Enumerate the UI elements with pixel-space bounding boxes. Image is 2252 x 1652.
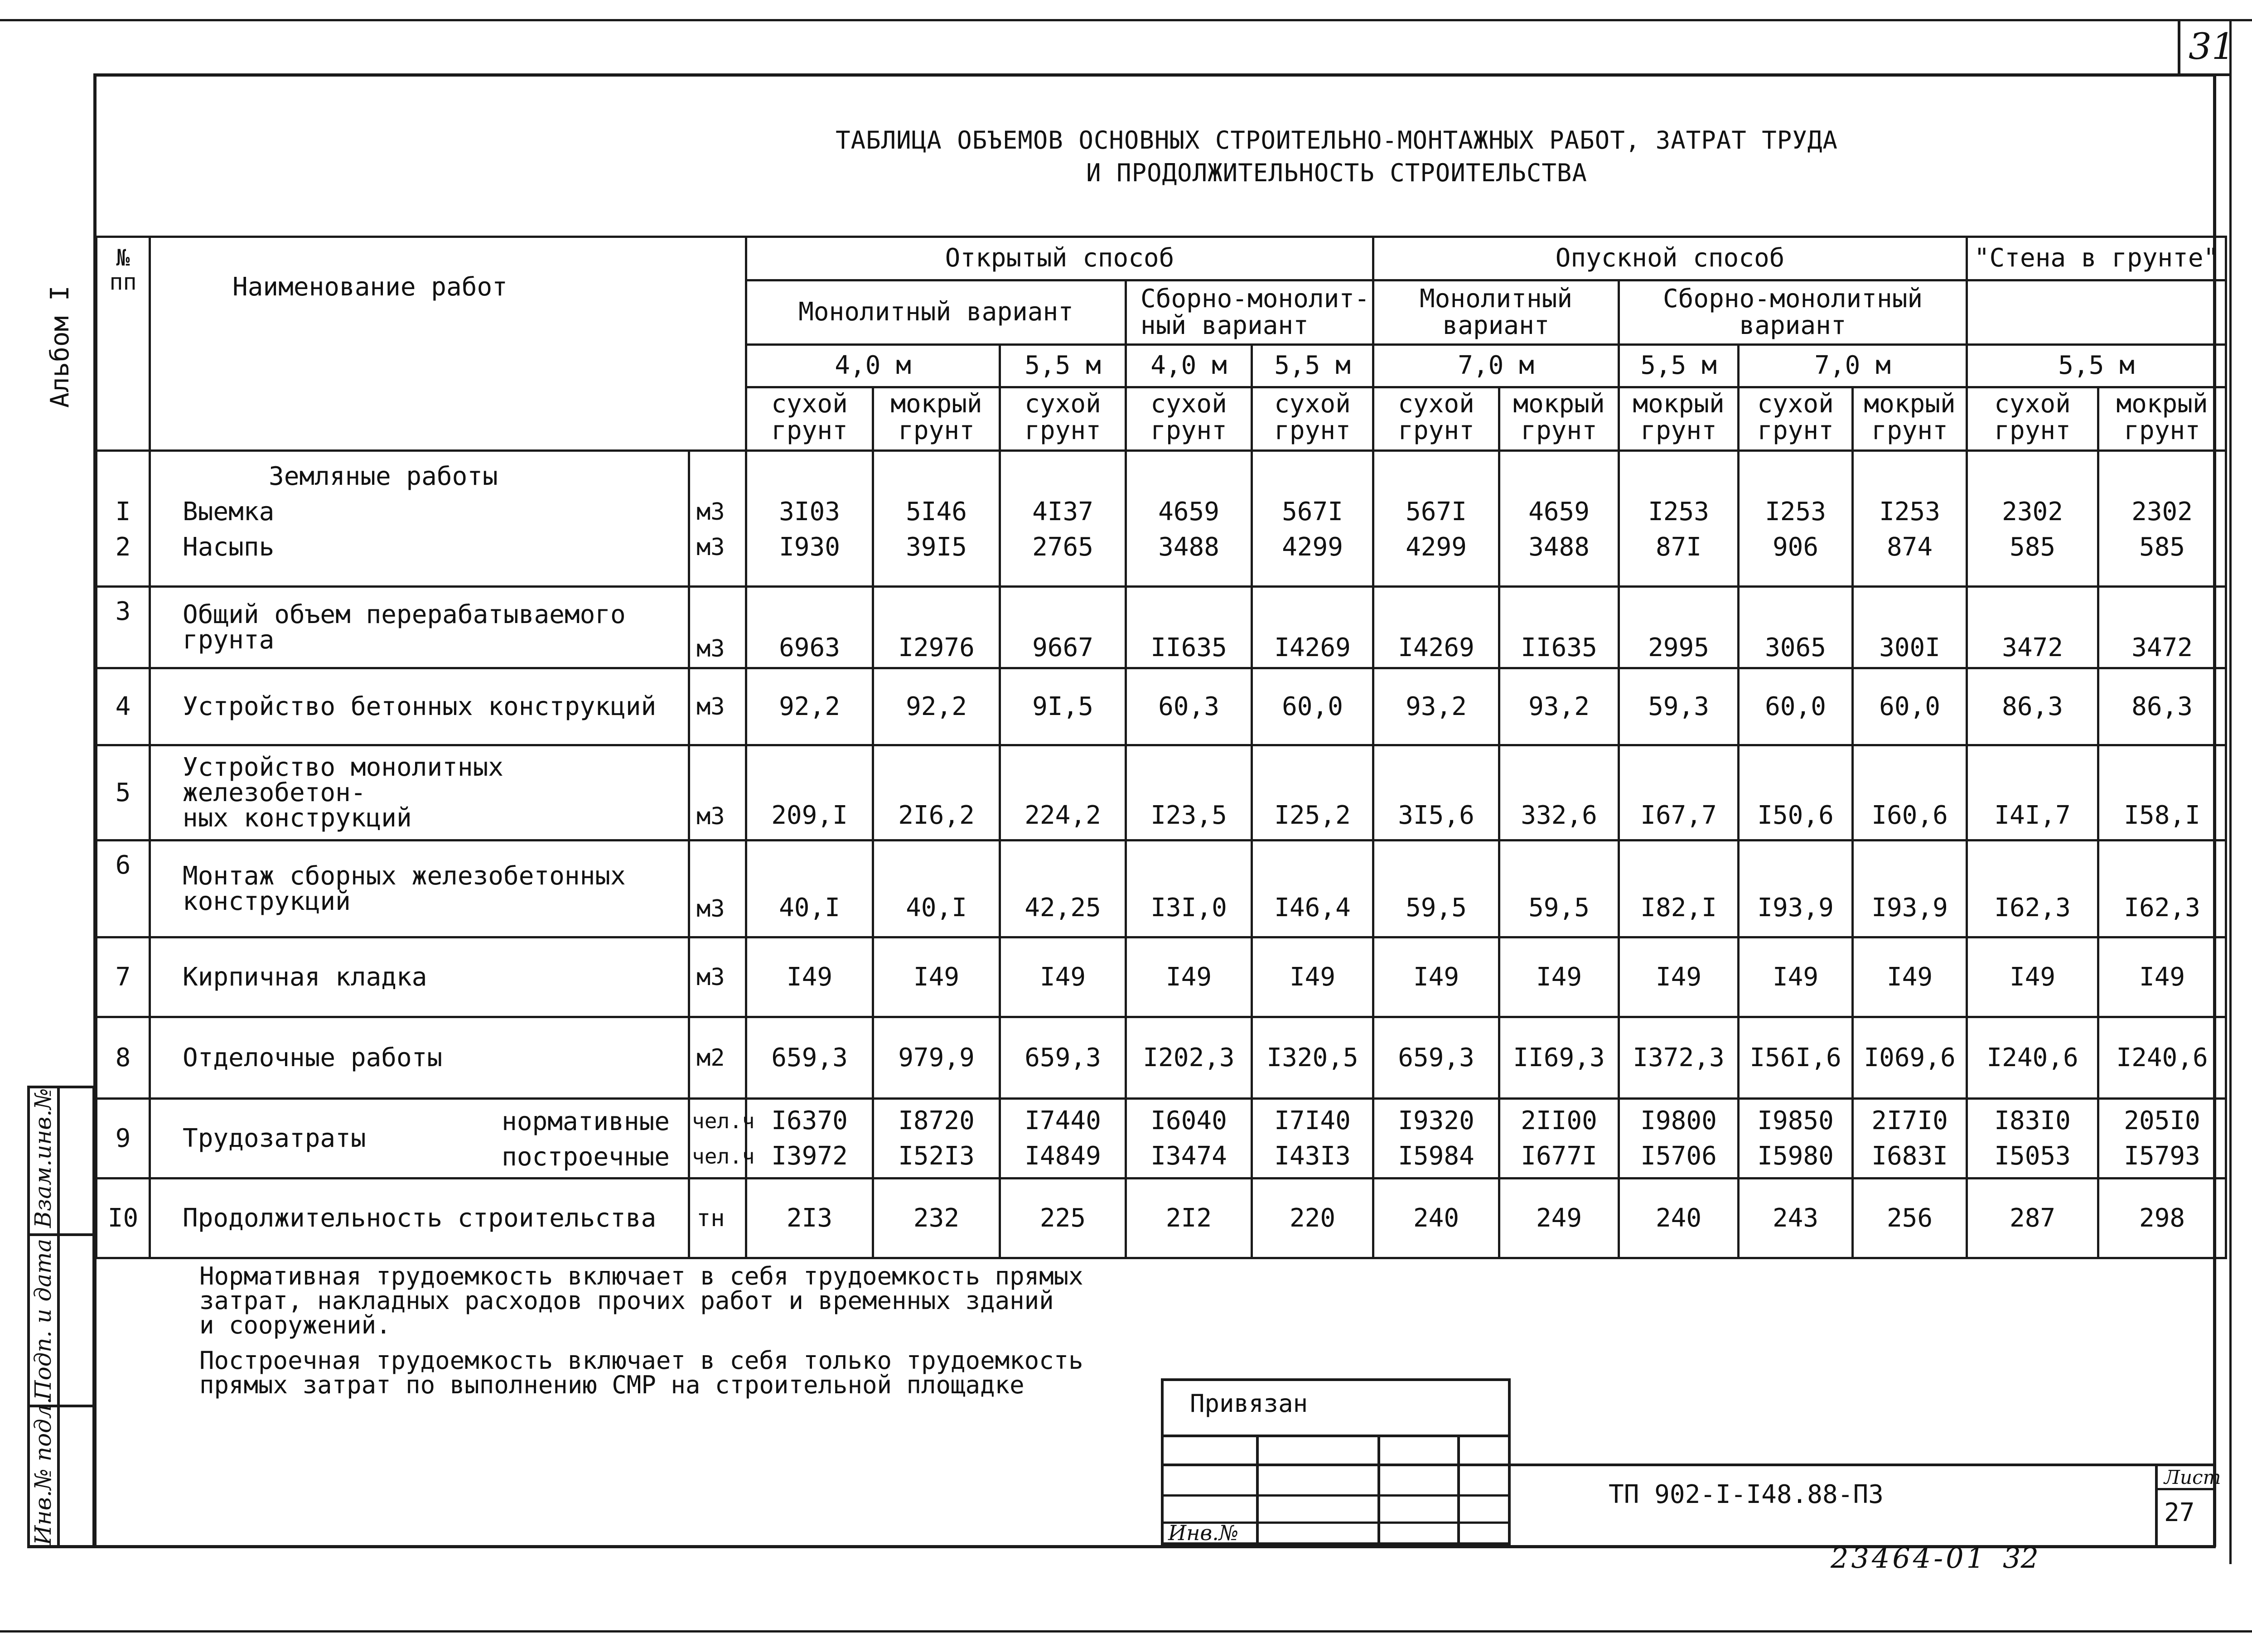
note-construction: Построечная трудоемкость включает в себя только трудоемкость прямых затрат по выполнению СМР на строительной площадке <box>199 1346 1083 1399</box>
top-border-line <box>0 19 2252 21</box>
header-soil: сухой грунт <box>1000 387 1126 451</box>
frame-top <box>95 73 2216 77</box>
cell-value: 9667 <box>1000 587 1126 668</box>
side-field-sign-date: Подп. и дата <box>30 1238 56 1400</box>
footer-code: 23464-01 <box>1831 1541 1987 1575</box>
cell-value: 60,3 <box>1126 668 1252 745</box>
row-unit: м3 м3 <box>689 451 746 587</box>
cell-value: I82,I <box>1619 840 1739 937</box>
table-row <box>97 451 2226 587</box>
row-num: 5 <box>97 745 150 840</box>
side-stamp-divider <box>57 1086 60 1548</box>
row-name: Устройство бетонных конструкций <box>150 668 689 745</box>
cell-value: I253 906 <box>1739 451 1853 587</box>
header-open-prefab: Сборно-монолит- ный вариант <box>1126 280 1373 345</box>
cell-value: 6963 <box>746 587 873 668</box>
header-soil: сухой грунт <box>1967 387 2098 451</box>
cell-value: 5I46 39I5 <box>873 451 1000 587</box>
row-num: I 2 <box>97 451 150 587</box>
cell-value: 40,I <box>746 840 873 937</box>
cell-value: 4I37 2765 <box>1000 451 1126 587</box>
cell-value: I49 <box>1967 937 2098 1017</box>
cell-value: 2I7I0 I683I <box>1853 1099 1967 1179</box>
cell-value: II69,3 <box>1499 1017 1619 1099</box>
cell-value: 9I,5 <box>1000 668 1126 745</box>
header-depth: 5,5 м <box>1252 345 1373 387</box>
cell-value: 59,3 <box>1619 668 1739 745</box>
table-row <box>97 668 2226 745</box>
cell-value: 4659 3488 <box>1126 451 1252 587</box>
sub-normative: нормативные <box>502 1107 670 1136</box>
cell-value: I49 <box>873 937 1000 1017</box>
header-num: № пп <box>97 237 150 451</box>
cell-value: 225 <box>1000 1179 1126 1258</box>
header-soil: мокрый грунт <box>2098 387 2226 451</box>
table-row <box>97 1099 2226 1179</box>
footer-page: 32 <box>2003 1541 2039 1575</box>
header-soil: сухой грунт <box>1126 387 1252 451</box>
cell-value: I58,I <box>2098 745 2226 840</box>
sheet-label: Лист <box>2164 1466 2221 1488</box>
row-name: Продолжительность строительства <box>150 1179 689 1258</box>
cell-value: I46,4 <box>1252 840 1373 937</box>
cell-value: 567I 4299 <box>1252 451 1373 587</box>
cell-value: 59,5 <box>1499 840 1619 937</box>
header-depth: 7,0 м <box>1373 345 1619 387</box>
table-row <box>97 587 2226 668</box>
row-unit: м3 <box>689 745 746 840</box>
cell-value: I83I0 I5053 <box>1967 1099 2098 1179</box>
cell-value: I49 <box>1252 937 1373 1017</box>
table-row <box>97 937 2226 1017</box>
cell-value: I62,3 <box>2098 840 2226 937</box>
cell-value: 659,3 <box>746 1017 873 1099</box>
cell-value: I9800 I5706 <box>1619 1099 1739 1179</box>
cell-value: 2II00 I677I <box>1499 1099 1619 1179</box>
row-unit: м3 <box>689 937 746 1017</box>
cell-value: I25,2 <box>1252 745 1373 840</box>
table-row <box>97 1017 2226 1099</box>
sheet-number: 27 <box>2164 1498 2195 1527</box>
cell-value: 256 <box>1853 1179 1967 1258</box>
header-sink-mono: Монолитный вариант <box>1373 280 1619 345</box>
cell-value: 86,3 <box>2098 668 2226 745</box>
cell-value: I49 <box>1739 937 1853 1017</box>
row-unit: м3 <box>689 840 746 937</box>
note-normative: Нормативная трудоемкость включает в себя трудоемкость прямых затрат, накладных расходов прочих работ и временных зданий и сооружений. <box>199 1262 1083 1339</box>
cell-value: 224,2 <box>1000 745 1126 840</box>
cell-value: 332,6 <box>1499 745 1619 840</box>
cell-value: I6040 I3474 <box>1126 1099 1252 1179</box>
cell-value: I62,3 <box>1967 840 2098 937</box>
cell-value: I9320 I5984 <box>1373 1099 1499 1179</box>
cell-value: 3065 <box>1739 587 1853 668</box>
sheet-divider <box>2155 1464 2158 1545</box>
row-name <box>150 451 689 587</box>
row-num: 3 <box>97 587 150 668</box>
cell-value: I202,3 <box>1126 1017 1252 1099</box>
row-num: 8 <box>97 1017 150 1099</box>
side-field-inv-orig: Инв.№ подл. <box>30 1397 56 1545</box>
row-name: Монтаж сборных железобетонных конструкций <box>150 840 689 937</box>
cell-value: 59,5 <box>1373 840 1499 937</box>
cell-value: 60,0 <box>1853 668 1967 745</box>
cell-value: I49 <box>2098 937 2226 1017</box>
cell-value: 232 <box>873 1179 1000 1258</box>
cell-value: 92,2 <box>746 668 873 745</box>
cell-value: 92,2 <box>873 668 1000 745</box>
cell-value: I7I40 I43I3 <box>1252 1099 1373 1179</box>
cell-value: 205I0 I5793 <box>2098 1099 2226 1179</box>
header-sink-method: Опускной способ <box>1373 237 1967 280</box>
cell-value: 2I6,2 <box>873 745 1000 840</box>
header-depth: 5,5 м <box>1000 345 1126 387</box>
cell-value: I9850 I5980 <box>1739 1099 1853 1179</box>
cell-value: I60,6 <box>1853 745 1967 840</box>
cell-value: 2I3 <box>746 1179 873 1258</box>
cell-value: I372,3 <box>1619 1017 1739 1099</box>
row-name-labor: Трудозатраты <box>183 1124 366 1153</box>
cell-value: I93,9 <box>1739 840 1853 937</box>
cell-value: I6370 I3972 <box>746 1099 873 1179</box>
cell-value: 60,0 <box>1252 668 1373 745</box>
header-soil: мокрый грунт <box>1619 387 1739 451</box>
cell-value: 93,2 <box>1373 668 1499 745</box>
title-line-1: ТАБЛИЦА ОБЪЕМОВ ОСНОВНЫХ СТРОИТЕЛЬНО-МОНТАЖНЫХ РАБОТ, ЗАТРАТ ТРУДА <box>836 126 1838 155</box>
header-depth: 7,0 м <box>1739 345 1967 387</box>
cell-value: I320,5 <box>1252 1017 1373 1099</box>
side-stamp-line <box>27 1233 95 1236</box>
row-name: Кирпичная кладка <box>150 937 689 1017</box>
cell-value: II635 <box>1126 587 1252 668</box>
row-unit: тн <box>689 1179 746 1258</box>
title-line-2: И ПРОДОЛЖИТЕЛЬНОСТЬ СТРОИТЕЛЬСТВА <box>1086 159 1587 187</box>
row-name-excavation: Выемка <box>183 497 275 527</box>
cell-value: 287 <box>1967 1179 2098 1258</box>
group-title: Земляные работы <box>269 462 498 491</box>
cell-value: I7440 I4849 <box>1000 1099 1126 1179</box>
cell-value: 240 <box>1619 1179 1739 1258</box>
cell-value: 249 <box>1499 1179 1619 1258</box>
sub-construction: построечные <box>502 1142 670 1172</box>
cell-value: 3472 <box>2098 587 2226 668</box>
header-depth: 5,5 м <box>1967 345 2226 387</box>
row-num: 4 <box>97 668 150 745</box>
cell-value: I49 <box>1126 937 1252 1017</box>
cell-value: 2302 585 <box>1967 451 2098 587</box>
header-soil: сухой грунт <box>1373 387 1499 451</box>
cell-value: I4269 <box>1373 587 1499 668</box>
cell-value: 659,3 <box>1373 1017 1499 1099</box>
cell-value: I56I,6 <box>1739 1017 1853 1099</box>
row-name-backfill: Насыпь <box>183 532 275 562</box>
cell-value: 3I5,6 <box>1373 745 1499 840</box>
cell-value: I240,6 <box>2098 1017 2226 1099</box>
row-name <box>150 1099 689 1179</box>
header-soil: сухой грунт <box>746 387 873 451</box>
table-row <box>97 1179 2226 1258</box>
cell-value: I069,6 <box>1853 1017 1967 1099</box>
cell-value: I2976 <box>873 587 1000 668</box>
bottom-border-line <box>0 1630 2252 1633</box>
row-num: 7 <box>97 937 150 1017</box>
row-unit: чел.ч чел.ч <box>689 1099 746 1179</box>
cell-value: I3I,0 <box>1126 840 1252 937</box>
stamp-line <box>1161 1464 2215 1466</box>
cell-value: I49 <box>1619 937 1739 1017</box>
cell-value: I93,9 <box>1853 840 1967 937</box>
page-right-edge <box>2229 19 2232 1564</box>
cell-value: 40,I <box>873 840 1000 937</box>
cell-value: I49 <box>746 937 873 1017</box>
album-label: Альбом I <box>45 285 75 408</box>
cell-value: 567I 4299 <box>1373 451 1499 587</box>
header-soil: сухой грунт <box>1252 387 1373 451</box>
cell-value: 60,0 <box>1739 668 1853 745</box>
row-unit: м3 <box>689 587 746 668</box>
cell-value: 42,25 <box>1000 840 1126 937</box>
cell-value: 300I <box>1853 587 1967 668</box>
cell-value: 243 <box>1739 1179 1853 1258</box>
cell-value: 240 <box>1373 1179 1499 1258</box>
cell-value: I253 874 <box>1853 451 1967 587</box>
cell-value: I49 <box>1000 937 1126 1017</box>
cell-value: I49 <box>1853 937 1967 1017</box>
cell-value: 86,3 <box>1967 668 2098 745</box>
header-depth: 4,0 м <box>1126 345 1252 387</box>
document-code: ТП 902-I-I48.88-ПЗ <box>1609 1480 1884 1509</box>
attached-label: Привязан <box>1190 1389 1308 1418</box>
row-num: 6 <box>97 840 150 937</box>
inv-number-label: Инв.№ <box>1168 1521 1239 1545</box>
cell-value: II635 <box>1499 587 1619 668</box>
cell-value: 220 <box>1252 1179 1373 1258</box>
cell-value: 298 <box>2098 1179 2226 1258</box>
cell-value: I240,6 <box>1967 1017 2098 1099</box>
cell-value: I4269 <box>1252 587 1373 668</box>
cell-value: I50,6 <box>1739 745 1853 840</box>
row-num: 9 <box>97 1099 150 1179</box>
cell-value: I8720 I52I3 <box>873 1099 1000 1179</box>
cell-value: 209,I <box>746 745 873 840</box>
table-row <box>97 745 2226 840</box>
header-sink-prefab: Сборно-монолитный вариант <box>1619 280 1967 345</box>
cell-value: 2302 585 <box>2098 451 2226 587</box>
cell-value: I67,7 <box>1619 745 1739 840</box>
header-name: Наименование работ <box>150 237 746 451</box>
cell-value: 93,2 <box>1499 668 1619 745</box>
cell-value: I23,5 <box>1126 745 1252 840</box>
row-unit: м3 <box>689 668 746 745</box>
cell-value: I49 <box>1373 937 1499 1017</box>
volumes-table <box>95 236 2227 1259</box>
cell-value: I4I,7 <box>1967 745 2098 840</box>
stamp-divider <box>1457 1435 1460 1545</box>
header-open-mono: Монолитный вариант <box>746 280 1126 345</box>
cell-value: 3I03 I930 <box>746 451 873 587</box>
cell-value: I49 <box>1499 937 1619 1017</box>
row-unit: м2 <box>689 1017 746 1099</box>
header-soil: мокрый грунт <box>873 387 1000 451</box>
row-num: I0 <box>97 1179 150 1258</box>
page-number: 31 <box>2189 25 2235 68</box>
side-field-replace-inv: Взам.инв.№ <box>30 1088 56 1228</box>
table-row <box>97 840 2226 937</box>
header-wall-blank <box>1967 280 2226 345</box>
header-soil: мокрый грунт <box>1853 387 1967 451</box>
stamp-divider <box>1377 1435 1380 1545</box>
header-depth: 5,5 м <box>1619 345 1739 387</box>
header-wall-method: "Стена в грунте" <box>1967 237 2226 280</box>
header-open-method: Открытый способ <box>746 237 1373 280</box>
cell-value: I253 87I <box>1619 451 1739 587</box>
cell-value: 4659 3488 <box>1499 451 1619 587</box>
header-soil: сухой грунт <box>1739 387 1853 451</box>
cell-value: 3472 <box>1967 587 2098 668</box>
row-name: Устройство монолитных железобетон- ных конструкций <box>150 745 689 840</box>
cell-value: 979,9 <box>873 1017 1000 1099</box>
cell-value: 2995 <box>1619 587 1739 668</box>
row-name: Общий объем перерабатываемого грунта <box>150 587 689 668</box>
stamp-divider <box>1256 1435 1259 1545</box>
row-name: Отделочные работы <box>150 1017 689 1099</box>
cell-value: 659,3 <box>1000 1017 1126 1099</box>
header-soil: мокрый грунт <box>1499 387 1619 451</box>
header-depth: 4,0 м <box>746 345 1000 387</box>
cell-value: 2I2 <box>1126 1179 1252 1258</box>
